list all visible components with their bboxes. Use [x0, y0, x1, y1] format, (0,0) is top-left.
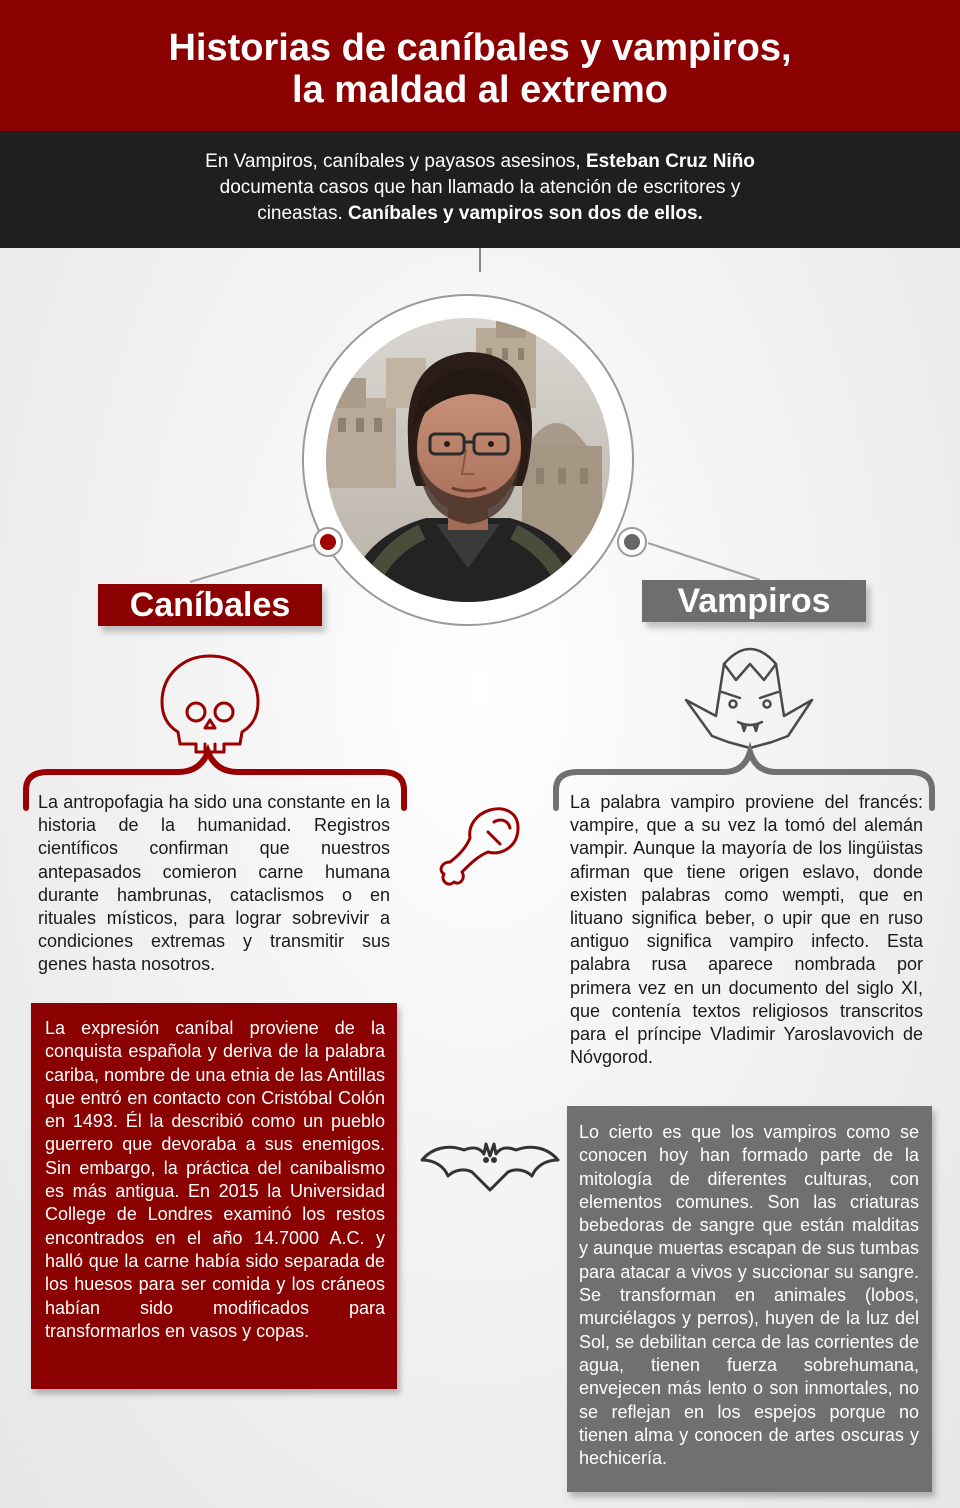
vampiros-tag: Vampiros — [642, 580, 866, 622]
red-node-dot — [314, 528, 342, 556]
intro-part-2: documenta casos que han llamado la atención de escritores y cineastas. — [219, 177, 741, 224]
bat-icon — [422, 1144, 558, 1190]
canibales-tag: Caníbales — [98, 584, 322, 626]
meat-drumstick-icon — [441, 809, 518, 884]
skull-icon — [162, 656, 258, 752]
canibales-paragraph-2: La expresión caníbal proviene de la conquista española y deriva de la palabra cariba, nombre de una etnia de las Antillas que entró en contacto con Cristóbal Colón en 1493. Él la describió como un pueblo guerrero que devoraba a sus enemigos. Sin embargo, la práctica del canibalismo es más antigua. En 2015 la Universidad College de Londres examinó los restos encontrados en el año 14.7000 A.C. y halló que la carne había sido separada de los huesos para ser comida y los cráneos habían sido modificados para transformarlos en vasos y copas. — [45, 1018, 385, 1341]
vampiros-paragraph-2: Lo cierto es que los vampiros como se conocen hoy han formado parte de la mitología de diferentes culturas, con elementos comunes. Son las criaturas bebedoras de sangre que están malditas y aunque muertas escapan de sus tumbas para atacar a vivos y succionar su sangre. Se transforman en animales (lobos, murciélagos y perros), huyen de la luz del Sol, se debilitan cerca de las corrientes de agua, tienen fuerza sobrehumana, envejecen más lento o son inmortales, no se reflejan en los espejos porque no tienen alma y conocen de artes oscuras y hechicería. — [579, 1122, 919, 1469]
vampire-face-icon — [686, 649, 812, 756]
page-title: Historias de caníbales y vampiros, la maldad al extremo — [168, 26, 792, 111]
intro-author: Esteban Cruz Niño — [586, 151, 755, 172]
canibales-paragraph-1: La antropofagia ha sido una constante en la historia de la humanidad. Registros científicos confirman que nuestros antepasados comieron carne humana durante hambrunas, cataclismos o en rituales místicos, para lograr sobrevivir a condiciones extremas y transmitir sus genes hasta nosotros. — [38, 792, 390, 975]
intro-highlight: Caníbales y vampiros son dos de ellos. — [348, 203, 703, 224]
author-portrait — [326, 318, 610, 602]
grey-node-dot — [618, 528, 646, 556]
intro-part-1: En Vampiros, caníbales y payasos asesinos, — [205, 151, 586, 172]
left-connector-line — [190, 544, 317, 582]
right-connector-line — [648, 543, 760, 580]
vampiros-paragraph-1: La palabra vampiro proviene del francés: vampire, que a su vez la tomó del alemán vampir. Aunque la mayoría de los lingüistas afirman que tiene origen eslavo, donde existen palabras como wempti, que en lituano significa beber, o upir que en ruso antiguo significa vampiro infecto. Esta palabra rusa aparece nombrada por primera vez en un documento del siglo XI, que contenía textos religiosos transcritos para el príncipe Vladimir Yaroslavovich de Nóvgorod. — [570, 792, 923, 1068]
canibales-box — [31, 1003, 397, 1389]
vampiros-box — [567, 1106, 932, 1492]
